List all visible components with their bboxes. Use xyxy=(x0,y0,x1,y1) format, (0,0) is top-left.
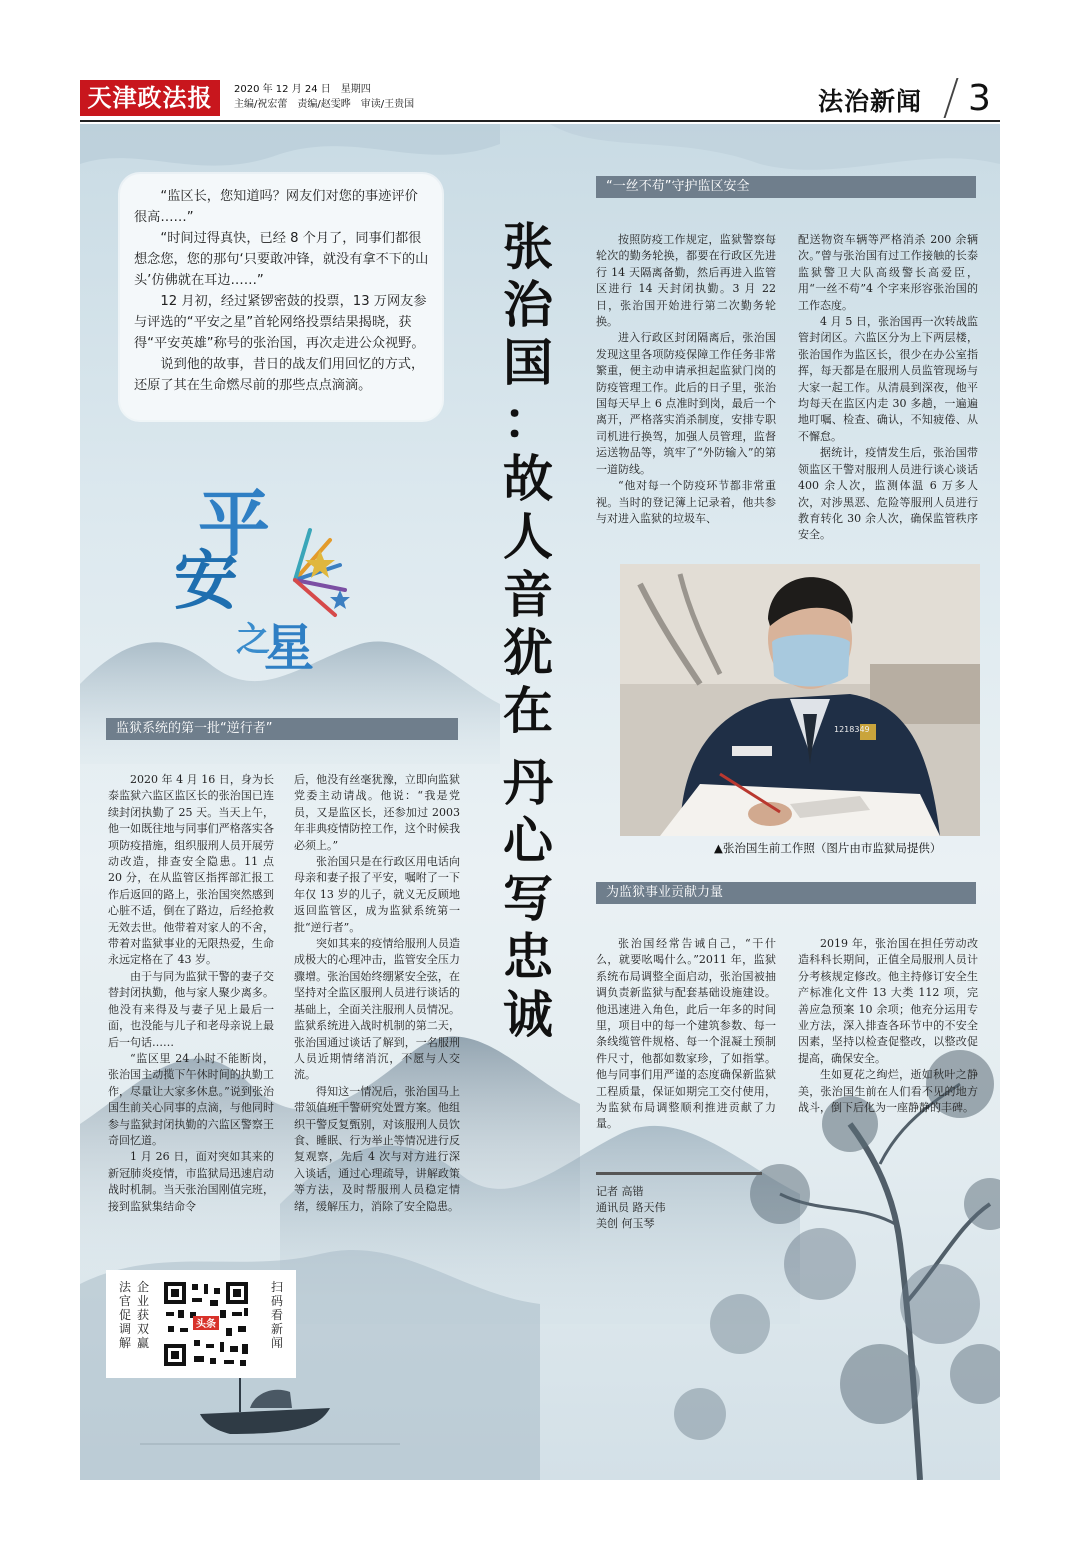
credit-reporter: 记者 高锴 xyxy=(596,1185,644,1198)
section3-column-1 xyxy=(596,936,776,1133)
paragraph: 2020 年 4 月 16 日，身为长泰监狱六监区监区长的张治国已连续封闭执勤了 25 天。当天上午，他一如既往地与同事们严格落实各项防疫措施，组织服刑人员开展劳动改造，排查安全隐患。11 点 20 分，在从监管区指挥部汇报工作后返回的路上，张治国突然感到心脏不适，倒在了路边，后经抢救无效去世。他带着对家人的不舍，带着对监狱事业的无限热爱，生命永远定格在了 43 岁。 xyxy=(108,773,274,967)
paragraph: 突如其来的疫情给服刑人员造成极大的心理冲击，监管安全压力骤增。张治国始终绷紧安全弦，在坚持对全监区服刑人员进行谈话的基础上，全面关注服刑人员情况。监狱系统进入战时机制的第二天，张治国通过谈话了解到，一名服刑人员近期情绪消沉，不愿与人交流。 xyxy=(294,937,460,1082)
section2-column-2 xyxy=(798,232,978,544)
headline-char: 写 xyxy=(503,869,553,928)
paragraph: 4 月 5 日，张治国再一次转战监管封闭区。六监区分为上下两层楼，张治国作为监区长，很少在办公室指挥，每天都是在服刑人员监管现场与大家一起工作。从清晨到深夜，他平均每天在监区内走 30 多趟，一遍遍地叮嘱、检查、确认，不知疲倦、从不懈怠。 xyxy=(798,315,978,443)
section-title: 法治新闻 xyxy=(818,87,923,116)
badge-number: 1218349 xyxy=(834,725,870,734)
qr-slogan-left xyxy=(136,1280,150,1350)
section1-column-1 xyxy=(108,772,274,1215)
credit-designer: 美创 何玉琴 xyxy=(596,1217,655,1230)
paragraph: 按照防疫工作规定，监狱警察每轮次的勤务轮换，都要在行政区先进行 14 天隔离备勤，然后再进入监管区进行 14 天封闭执勤。3 月 22 日，张治国开始进行第二次勤务轮换。 xyxy=(596,233,776,329)
paragraph: “他对每一个防疫环节都非常重视。当时的登记簿上记录着，他共参与对进入监狱的垃圾车、 xyxy=(596,479,776,525)
qr-instruction xyxy=(270,1280,284,1350)
paragraph: 2019 年，张治国在担任劳动改造科科长期间，正值全局服刑人员计分考核规定修改。他主持修订安全生产标准化文件 13 大类 112 项，完善应急预案 10 余项；他充分运用专业方法，深入排查各环节中的不安全因素，坚持以检查促整改，以整改促提高，确保安全。 xyxy=(798,937,978,1065)
qr-slogan-text: 企业获双赢 xyxy=(136,1280,149,1350)
paragraph: 据统计，疫情发生后，张治国带领监区干警对服刑人员进行谈心谈话 400 余人次，监测体温 6 万多人次，对涉黑恶、危险等服刑人员进行教育转化 30 余人次，确保监管秩序安全。 xyxy=(798,446,978,542)
main-headline xyxy=(498,218,558,1044)
section2-column-1 xyxy=(596,232,776,527)
headline-char: 治 xyxy=(503,275,553,334)
paragraph: 1 月 26 日，面对突如其来的新冠肺炎疫情，市监狱局迅速启动战时机制。当天张治国刚值完班，接到监狱集结命令 xyxy=(108,1150,274,1213)
headline-char: 故 xyxy=(503,449,553,508)
headline-char: 心 xyxy=(503,811,553,870)
logo-char-an: 安 xyxy=(174,545,238,619)
intro-paragraph: 12 月初，经过紧锣密鼓的投票，13 万网友参与评选的“平安之星”首轮网络投票结果揭晓，获得“平安英雄”称号的张治国，再次走进公众视野。 xyxy=(134,294,427,351)
headline-char: 丹 xyxy=(503,753,553,812)
intro-paragraph: 说到他的故事，昔日的战友们用回忆的方式，还原了其在生命燃尽前的那些点点滴滴。 xyxy=(134,357,425,393)
header-divider xyxy=(944,78,959,118)
intro-paragraph: “监区长，您知道吗？网友们对您的事迹评价很高……” xyxy=(134,189,418,225)
headline-char: 国 xyxy=(503,333,553,392)
qr-code-box[interactable] xyxy=(106,1270,296,1378)
logo-char-ping: 平 xyxy=(198,482,271,566)
officer-photo xyxy=(620,564,980,836)
page-number: 3 xyxy=(968,78,991,119)
headline-char: ： xyxy=(503,391,553,450)
qr-instruction-text: 扫码看新闻 xyxy=(270,1280,283,1350)
headline-char: 忠 xyxy=(503,927,553,986)
section-bar-contribution: 为监狱事业贡献力量 xyxy=(596,882,976,904)
photo-caption: ▲张治国生前工作照（图片由市监狱局提供） xyxy=(714,841,942,855)
section-bar-retrograde: 监狱系统的第一批“逆行者” xyxy=(106,718,458,740)
header-meta xyxy=(234,82,414,112)
section3-column-2 xyxy=(798,936,978,1116)
section1-column-2 xyxy=(294,772,460,1215)
headline-char: 张 xyxy=(503,217,553,276)
paragraph: 得知这一情况后，张治国马上带领值班干警研究处置方案。他组织干警反复甄别，对该服刑人员饮食、睡眠、行为举止等情况进行反复观察，先后 4 次与对方进行深入谈话，通过心理疏导，讲解政策等方法，及时帮服刑人员稳定情绪，缓解压力，消除了安全隐患。 xyxy=(294,1084,460,1213)
intro-paragraph: “时间过得真快，已经 8 个月了，同事们都很想念您，您的那句‘只要敢冲锋，就没有拿不下的山头’仿佛就在耳边……” xyxy=(134,231,429,288)
paragraph: 生如夏花之绚烂，逝如秋叶之静美，张治国生前在人们看不见的地方战斗，倒下后化为一座静静的丰碑。 xyxy=(798,1068,978,1115)
credits xyxy=(596,1184,666,1232)
qr-slogan-text: 法官促调解 xyxy=(118,1280,131,1350)
headline-char: 在 xyxy=(503,681,553,740)
paragraph: 由于与同为监狱干警的妻子交替封闭执勤，他与家人聚少离多。他没有来得及与妻子见上最后一面，也没能与儿子和老母亲说上最后一句话…… xyxy=(108,969,274,1049)
peace-star-logo xyxy=(170,430,360,690)
headline-char: 人 xyxy=(503,507,553,566)
logo-char-zhi: 之 xyxy=(236,620,270,660)
logo-char-xing: 星 xyxy=(264,619,314,677)
headline-char: 诚 xyxy=(503,985,553,1044)
qr-badge: 头条 xyxy=(196,1319,216,1330)
paragraph: 张治国只是在行政区用电话向母亲和妻子报了平安，嘱咐了一下年仅 13 岁的儿子，就义无反顾地返回监管区，成为监狱系统第一批“逆行者”。 xyxy=(294,855,460,934)
headline-char: 音 xyxy=(503,565,553,624)
qr-slogan-right xyxy=(118,1280,132,1350)
headline-gap xyxy=(498,740,558,754)
officer-at-desk-image xyxy=(620,564,980,836)
date-line: 2020 年 12 月 24 日 星期四 xyxy=(234,84,371,95)
credits-rule xyxy=(596,1172,762,1175)
section-bar-guard: “一丝不苟”守护监区安全 xyxy=(596,176,976,198)
intro-bubble xyxy=(120,174,442,420)
paragraph: 后，他没有丝毫犹豫，立即向监狱党委主动请战。他说：“我是党员，又是监区长，还参加过 2003 年非典疫情防控工作，这个时候我必须上。” xyxy=(294,773,460,852)
credit-correspondent: 通讯员 路天伟 xyxy=(596,1201,666,1214)
paragraph: 张治国经常告诫自己，“干什么，就要吆喝什么。”2011 年，监狱系统布局调整全面启动，张治国被抽调负责新监狱与配套基础设施建设。他迅速进入角色，此后一年多的时间里，项目中的每一个建筑参数、每一条线缆管件规格、每一个混凝土预制件尺寸，他都如数家珍，了如指掌。他与同事们用严谨的态度确保新监狱工程质量，保证如期完工交付使用，为监狱布局调整顺利推进贡献了力量。 xyxy=(596,937,776,1131)
paragraph: 配送物资车辆等严格消杀 200 余辆次。”曾与张治国有过工作接触的长泰监狱警卫大队高级警长高爱臣，用“一丝不苟”4 个字来形容张治国的工作态度。 xyxy=(798,233,978,312)
qr-code-icon[interactable] xyxy=(160,1278,252,1370)
headline-char: 犹 xyxy=(503,623,553,682)
paragraph: “监区里 24 小时不能断岗，张治国主动揽下午休时间的执勤工作，尽量让大家多休息。”说到张治国生前关心同事的点滴，与他同时参与监狱封闭执勤的六监区警察王奇回忆道。 xyxy=(108,1051,274,1147)
paragraph: 进入行政区封闭隔离后，张治国发现这里各项防疫保障工作任务非常繁重，便主动申请承担起监狱门岗的防疫管理工作。此后的日子里，张治国每天早上 6 点准时到岗，最后一个离开，严格落实消杀制度，安排专职司机进行换驾，加强人员管理，监督运送物品等，筑牢了“外防输入”的第一道防线。 xyxy=(596,331,776,476)
header-rule xyxy=(80,120,1000,122)
editors-line: 主编/祝宏蕾 责编/赵雯晔 审读/王贵国 xyxy=(234,99,415,110)
masthead-logo: 天津政法报 xyxy=(80,80,220,116)
